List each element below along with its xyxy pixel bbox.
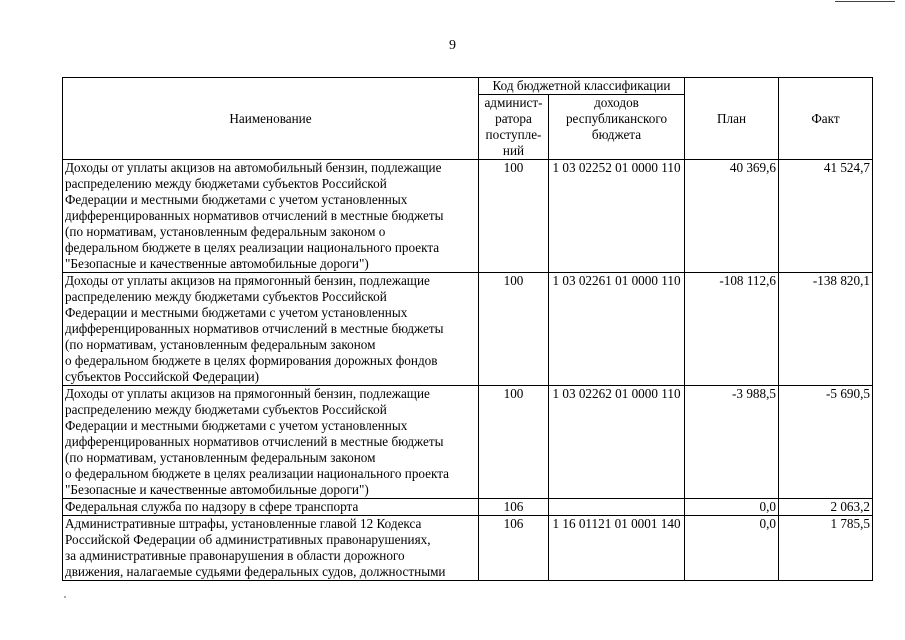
header-fact: Факт <box>779 78 873 160</box>
row-admin-code: 100 <box>479 160 549 273</box>
row-plan: -3 988,5 <box>685 386 779 499</box>
row-name: Федеральная служба по надзору в сфере транспорта <box>63 499 479 516</box>
row-admin-code: 100 <box>479 273 549 386</box>
row-fact: -5 690,5 <box>779 386 873 499</box>
row-name: Доходы от уплаты акцизов на автомобильный бензин, подлежащие распределению между бюджетами субъектов Российской Федерации и местными бюджетами с учетом установленных дифференцированных нормативов отчислений в местные бюджеты (по нормативам, установленным федеральным законом о федеральном бюджете в целях реализации национального проекта "Безопасные и качественные автомобильные дороги") <box>63 160 479 273</box>
row-name: Доходы от уплаты акцизов на прямогонный бензин, подлежащие распределению между бюджетами субъектов Российской Федерации и местными бюджетами с учетом установленных дифференцированных нормативов отчислений в местные бюджеты (по нормативам, установленным федеральным законом о федеральном бюджете в целях формирования дорожных фондов субъектов Российской Федерации) <box>63 273 479 386</box>
table-row <box>63 160 873 273</box>
header-name: Наименование <box>63 78 479 160</box>
table-row <box>63 273 873 386</box>
row-income-code: 1 03 02262 01 0000 110 <box>549 386 685 499</box>
header-budget-code: Код бюджетной классификации <box>479 78 685 95</box>
corner-line <box>835 1 895 2</box>
page-number: 9 <box>449 38 456 53</box>
row-admin-code: 106 <box>479 516 549 581</box>
header-plan: План <box>685 78 779 160</box>
budget-table <box>62 77 873 581</box>
row-fact: 1 785,5 <box>779 516 873 581</box>
row-plan: 0,0 <box>685 499 779 516</box>
row-name: Административные штрафы, установленные главой 12 Кодекса Российской Федерации об административных правонарушениях, за административные правонарушения в области дорожного движения, налагаемые судьями федеральных судов, должностными <box>63 516 479 581</box>
row-name: Доходы от уплаты акцизов на прямогонный бензин, подлежащие распределению между бюджетами субъектов Российской Федерации и местными бюджетами с учетом установленных дифференцированных нормативов отчислений в местные бюджеты (по нормативам, установленным федеральным законом о федеральном бюджете в целях реализации национального проекта "Безопасные и качественные автомобильные дороги") <box>63 386 479 499</box>
header-income: доходов республиканского бюджета <box>549 95 685 160</box>
row-plan: 0,0 <box>685 516 779 581</box>
row-income-code: 1 16 01121 01 0001 140 <box>549 516 685 581</box>
row-income-code: 1 03 02252 01 0000 110 <box>549 160 685 273</box>
row-income-code <box>549 499 685 516</box>
row-admin-code: 106 <box>479 499 549 516</box>
header-admin: админист- ратора поступле- ний <box>479 95 549 160</box>
row-fact: 2 063,2 <box>779 499 873 516</box>
row-plan: -108 112,6 <box>685 273 779 386</box>
row-fact: -138 820,1 <box>779 273 873 386</box>
table-row <box>63 386 873 499</box>
scan-speck <box>64 596 66 598</box>
row-plan: 40 369,6 <box>685 160 779 273</box>
table-row <box>63 516 873 581</box>
table-row <box>63 499 873 516</box>
row-income-code: 1 03 02261 01 0000 110 <box>549 273 685 386</box>
row-fact: 41 524,7 <box>779 160 873 273</box>
row-admin-code: 100 <box>479 386 549 499</box>
